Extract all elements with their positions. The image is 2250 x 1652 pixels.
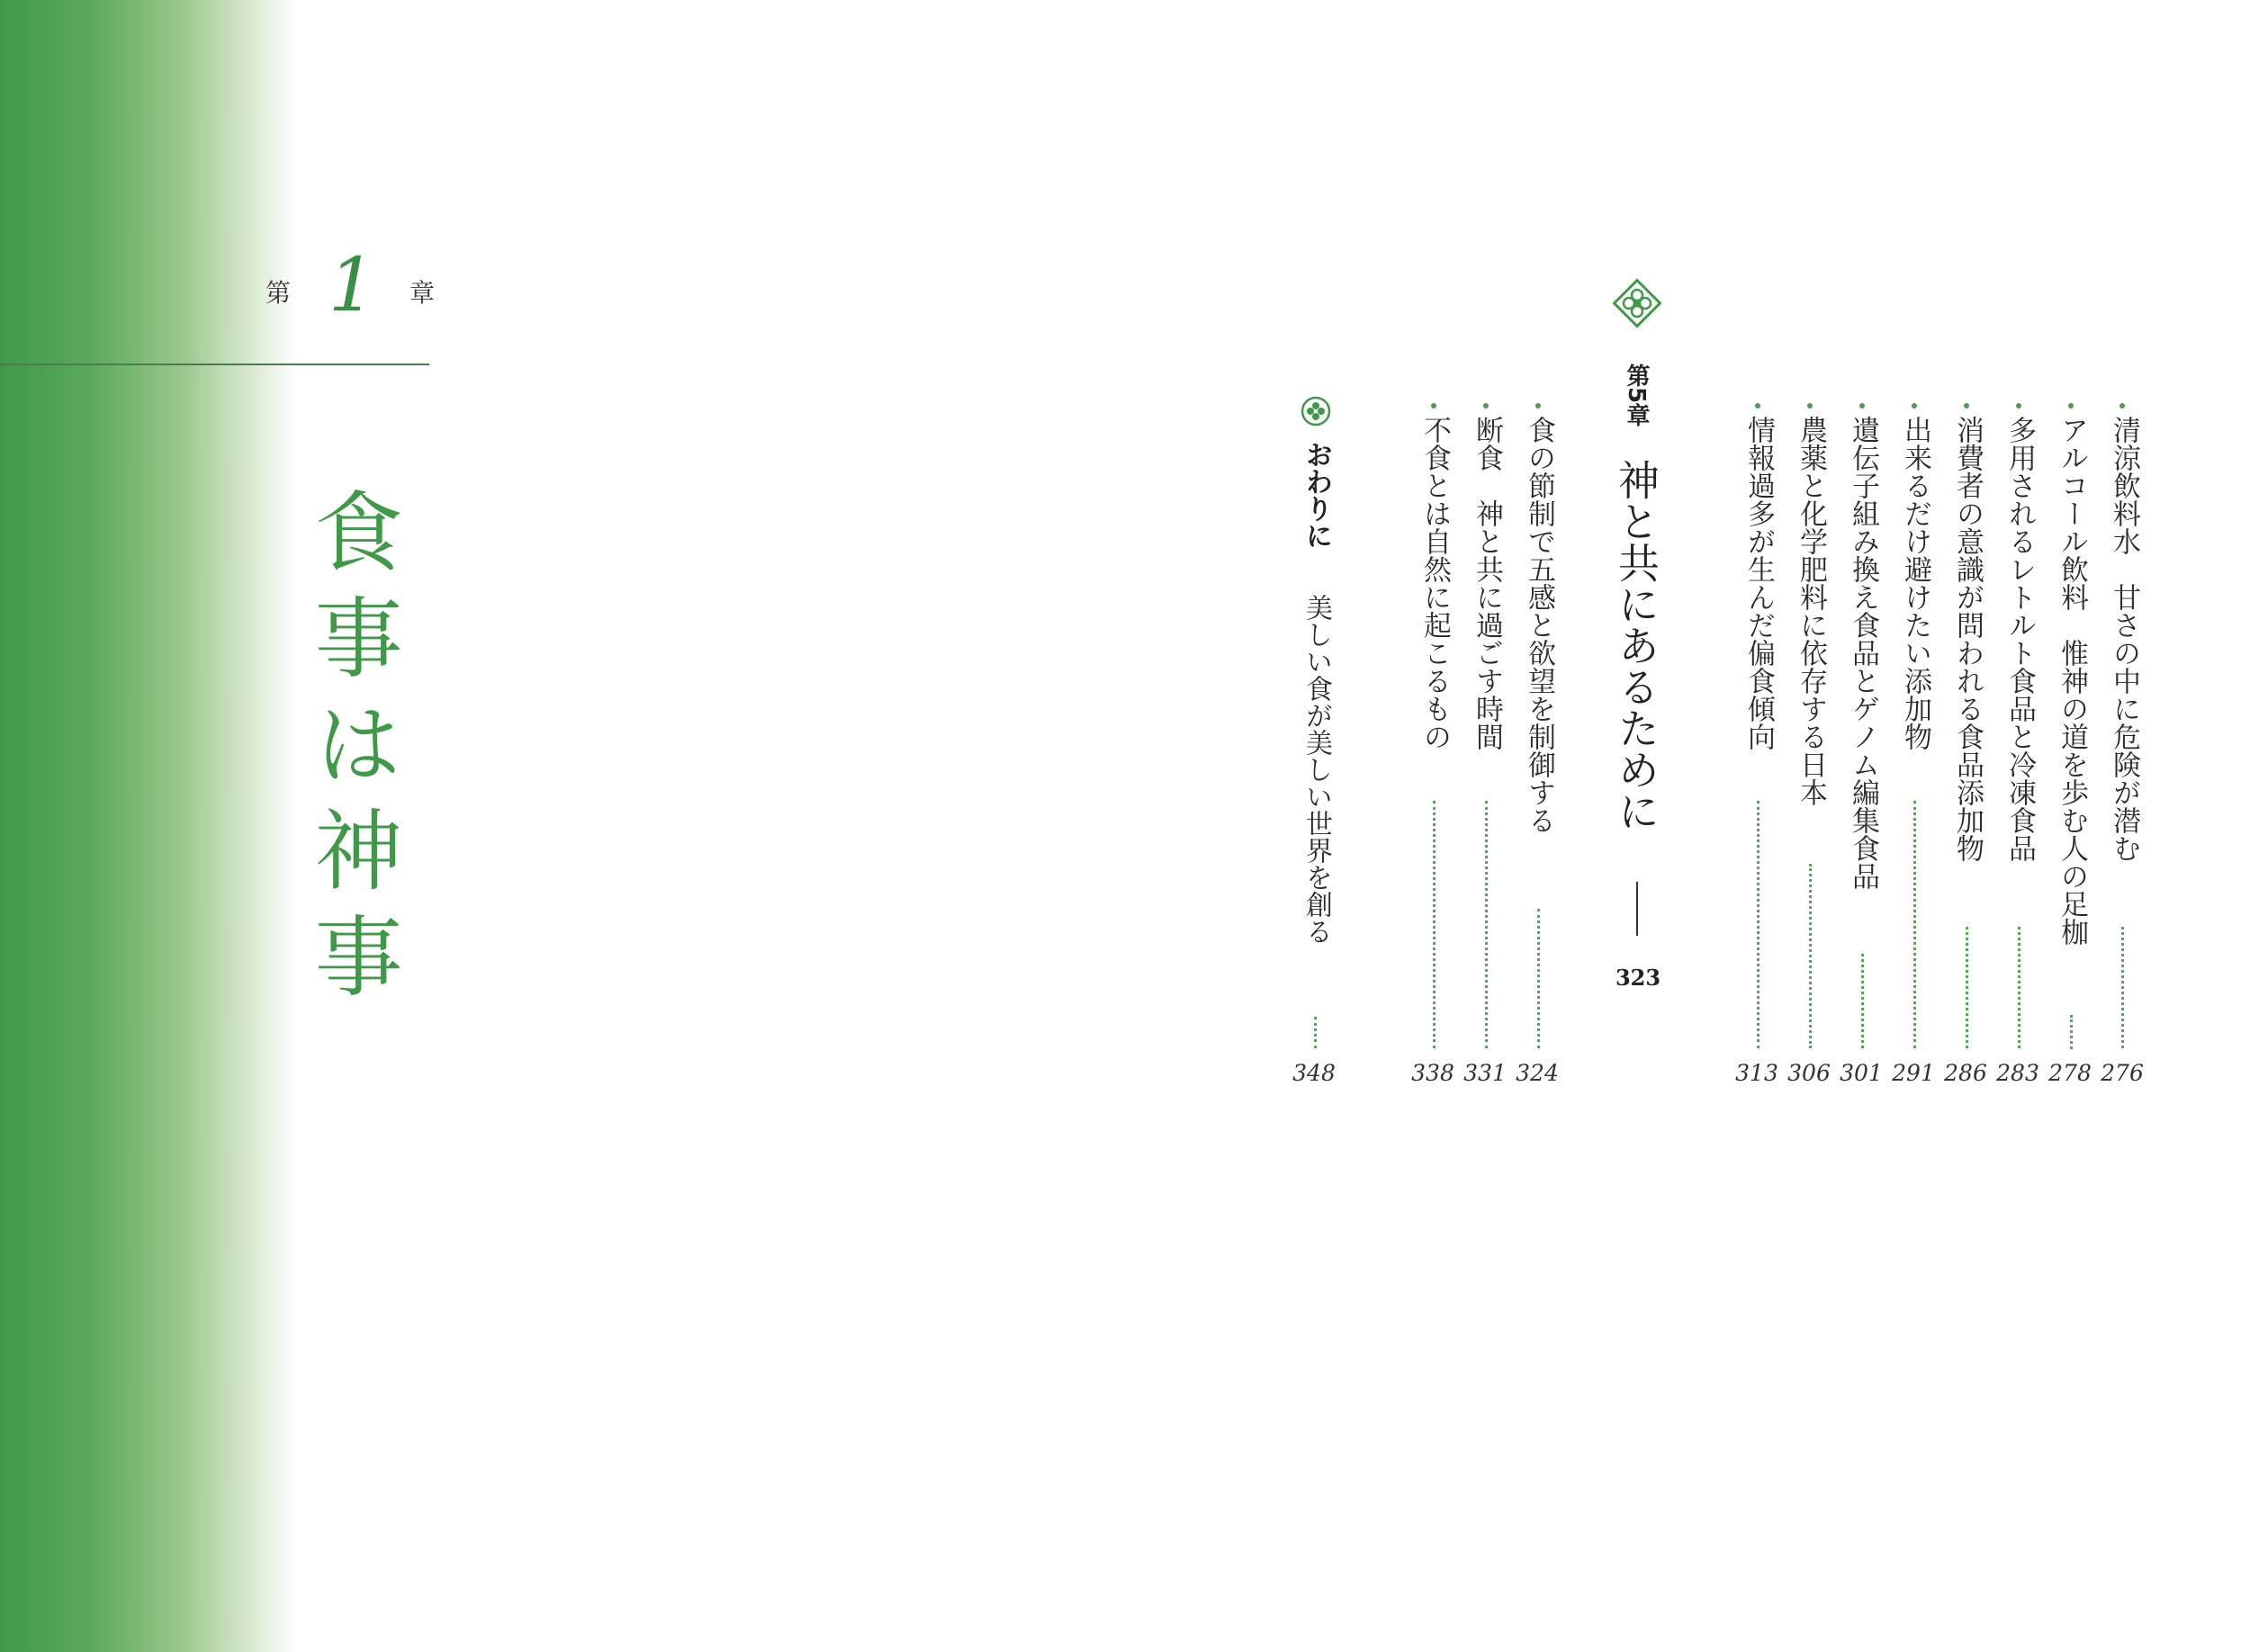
leader-dots	[1809, 864, 1812, 1048]
bullet-dot	[1483, 403, 1489, 409]
bullet-dot	[1964, 403, 1969, 409]
section-title: 出来るだけ避けたい添加物	[1899, 416, 1931, 750]
small-flower-icon	[1300, 396, 1331, 426]
section-title: 農薬と化学肥料に依存する日本	[1795, 416, 1827, 806]
section-title: 食の節制で五感と欲望を制御する	[1523, 416, 1555, 834]
section-title: 消費者の意識が問われる食品添加物	[1951, 416, 1984, 862]
page-number: 283	[1996, 1060, 2039, 1086]
chapter-number: 1	[328, 243, 376, 328]
bullet-dot	[2016, 403, 2021, 409]
chapter5-label: 第5章	[1623, 364, 1650, 427]
flower-ornament-icon	[1611, 277, 1663, 329]
leader-dots	[2121, 927, 2124, 1048]
chapter-divider-line	[0, 364, 429, 365]
leader-dots	[1433, 801, 1436, 1048]
chapter5-dash	[1636, 882, 1638, 936]
bullet-dot	[1431, 403, 1436, 409]
bullet-dot	[1755, 403, 1760, 409]
leader-dots	[1537, 909, 1540, 1048]
leader-dots	[1966, 927, 1968, 1048]
bullet-dot	[1535, 403, 1541, 409]
section-title: 不食とは自然に起こるもの	[1418, 416, 1451, 750]
closing-label[interactable]: おわりに	[1300, 441, 1332, 549]
chapter5-title[interactable]: 神と共にあるために	[1612, 459, 1660, 831]
section-title: 遺伝子組み換え食品とゲノム編集食品	[1847, 416, 1879, 890]
chapter-label	[266, 243, 446, 328]
section-title: 断食 神と共に過ごす時間	[1471, 416, 1503, 750]
chapter-word-sho: 章	[410, 278, 436, 308]
leader-dots	[2070, 1015, 2073, 1049]
green-gradient-band	[0, 0, 297, 1652]
leader-dots	[1913, 801, 1916, 1048]
bullet-dot	[1912, 403, 1917, 409]
chapter5-page-number: 323	[1615, 965, 1661, 991]
section-title: 多用されるレトルト食品と冷凍食品	[2003, 416, 2036, 862]
page-number: 278	[2048, 1060, 2092, 1086]
leader-dots	[1314, 1017, 1317, 1048]
page-number: 301	[1840, 1060, 1883, 1086]
page-number: 276	[2101, 1060, 2144, 1086]
bullet-dot	[1859, 403, 1865, 409]
bullet-dot	[1807, 403, 1813, 409]
page-number: 286	[1944, 1060, 1987, 1086]
chapter-word-dai: 第	[266, 278, 292, 308]
section-title: アルコール飲料 惟神の道を歩む人の足枷	[2056, 416, 2088, 946]
page-number: 291	[1892, 1060, 1935, 1086]
page-number: 313	[1735, 1060, 1778, 1086]
page-number: 306	[1787, 1060, 1831, 1086]
page-number: 331	[1463, 1060, 1507, 1086]
closing-title: 美しい食が美しい世界を創る	[1300, 594, 1332, 945]
chapter-title: 食事は神事	[300, 486, 402, 1017]
leader-dots	[1485, 801, 1488, 1048]
section-title: 情報過多が生んだ偏食傾向	[1742, 416, 1775, 750]
page-number: 324	[1516, 1060, 1559, 1086]
leader-dots	[1861, 954, 1864, 1048]
section-title: 清涼飲料水 甘さの中に危険が潜む	[2108, 416, 2140, 862]
leader-dots	[1757, 801, 1760, 1048]
closing-page-number: 348	[1292, 1060, 1336, 1086]
bullet-dot	[2120, 403, 2125, 409]
bullet-dot	[2068, 403, 2074, 409]
page-number: 338	[1411, 1060, 1454, 1086]
leader-dots	[2018, 927, 2020, 1048]
